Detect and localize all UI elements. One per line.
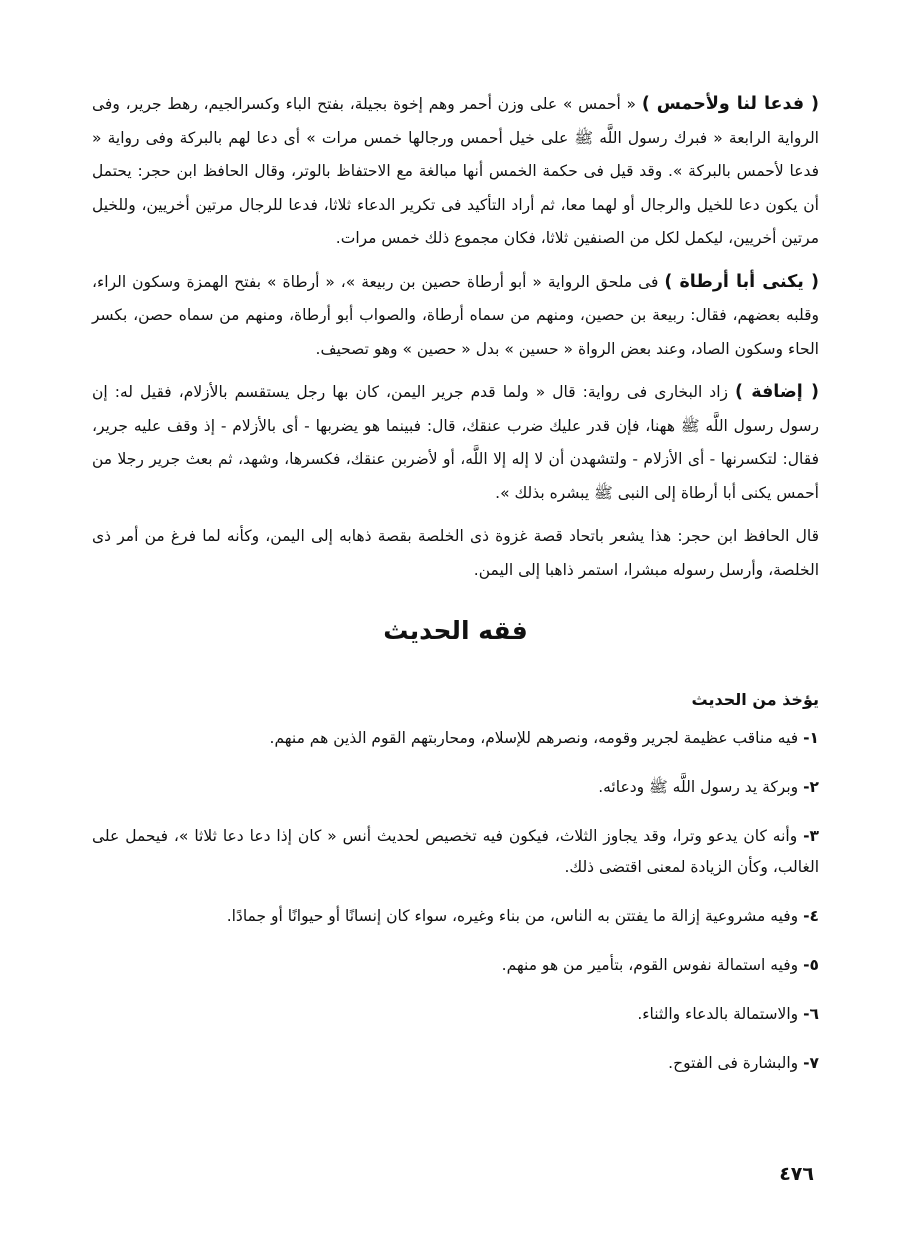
page-number: ٤٧٦: [779, 1163, 814, 1185]
paragraph-keyword: ( فدعا لنا ولأحمس ): [641, 94, 819, 114]
list-item: [92, 821, 819, 883]
paragraph-text: قال الحافظ ابن حجر: هذا يشعر باتحاد قصة غزوة ذى الخلصة بقصة ذهابه إلى اليمن، وكأنه لما فرغ من أمر ذى الخلصة، وأرسل رسوله مبشرا، استمر ذاهبا إلى اليمن.: [92, 527, 819, 579]
subheading: يؤخذ من الحديث: [691, 690, 819, 709]
list-item-text: وفيه مشروعية إزالة ما يفتتن به الناس، من بناء وغيره، سواء كان إنسانًا أو حيوانًا أو جمادًا.: [226, 906, 804, 925]
paragraph-ibn-hajar: [92, 520, 819, 587]
paragraph-abu-artah: [92, 266, 819, 367]
list-item-number: ١-: [803, 728, 819, 747]
page-content: [92, 88, 819, 1097]
list-item: [92, 901, 819, 932]
list-item-text: وبركة يد رسول اللَّه ﷺ ودعائه.: [598, 777, 804, 796]
paragraph-ahmas: [92, 88, 819, 256]
list-item: [92, 1048, 819, 1079]
list-item: [92, 950, 819, 981]
list-item-text: فيه مناقب عظيمة لجرير وقومه، ونصرهم للإسلام، ومحاربتهم القوم الذين هم منهم.: [269, 728, 804, 747]
paragraph-text: فى ملحق الرواية « أبو أرطاة حصين بن ربيعة »، « أرطاة » بفتح الهمزة وسكون الراء، وقلبه بعضهم، فقال: ربيعة بن حصين، ومنهم من سماه أرطاة، والصواب أبو أرطاة، ومنهم من سماه حصن، بكسر الحاء وسكون الصاد، وعند بعض الرواة « حسين » بدل « حصين » وهو تصحيف.: [92, 272, 819, 358]
list-item-number: ٤-: [803, 906, 819, 925]
section-title: فقه الحديث: [383, 616, 528, 645]
list-item-number: ٣-: [803, 826, 819, 845]
paragraph-keyword: ( إضافة ): [735, 382, 819, 402]
list-item-text: والاستمالة بالدعاء والثناء.: [637, 1004, 804, 1023]
benefits-list: [92, 723, 819, 1079]
list-item: [92, 723, 819, 754]
list-item-number: ٢-: [803, 777, 819, 796]
paragraph-text: « أحمس » على وزن أحمر وهم إخوة بجيلة، بفتح الباء وكسرالجيم، رهط جرير، وفى الرواية الرابعة « فبرك رسول اللَّه ﷺ على خيل أحمس ورجالها خمس مرات » أى دعا لهم بالبركة وفى رواية « فدعا لأحمس بالبركة ». وقد قيل فى حكمة الخمس أنها مبالغة مع الاحتفاظ بالوتر، وقال الحافظ ابن حجر: يحتمل أن يكون دعا للخيل والرجال أو لهما معا، ثم أراد التأكيد فى تكرير الدعاء ثلاثا، فدعا للرجال مرتين أخريين، وللخيل مرتين أخريين، ليكمل لكل من الصنفين ثلاثا، فكان مجموع ذلك خمس مرات.: [92, 95, 819, 247]
paragraph-keyword: ( يكنى أبا أرطاة ): [664, 271, 819, 292]
list-item-text: وفيه استمالة نفوس القوم، بتأمير من هو منهم.: [501, 955, 804, 974]
list-item: [92, 772, 819, 803]
list-item-text: وأنه كان يدعو وترا، وقد يجاوز الثلاث، فيكون فيه تخصيص لحديث أنس « كان إذا دعا دعا ثلاثا »، فيحمل على الغالب، وكأن الزيادة لمعنى اقتضى ذلك.: [92, 826, 819, 876]
list-item-text: والبشارة فى الفتوح.: [668, 1053, 804, 1072]
list-item: [92, 999, 819, 1030]
paragraph-text: زاد البخارى فى رواية: قال « ولما قدم جرير اليمن، كان بها رجل يستقسم بالأزلام، فقيل له: إن رسول رسول اللَّه ﷺ ههنا، فإن قدر عليك ضرب عنقك، قال: فبينما هو يضربها - أى بالأزلام - إذ وقف عليه جرير، فقال: لتكسرنها - أى الأزلام - ولتشهدن أن لا إله إلا اللَّه، أو لأضربن عنقك، فكسرها، وشهد، ثم بعث جرير رجلا من أحمس يكنى أبا أرطاة إلى النبى ﷺ يبشره بذلك ».: [92, 383, 819, 502]
list-item-number: ٥-: [803, 955, 819, 974]
paragraph-addition: [92, 376, 819, 510]
list-item-number: ٧-: [803, 1053, 819, 1072]
list-item-number: ٦-: [803, 1004, 819, 1023]
